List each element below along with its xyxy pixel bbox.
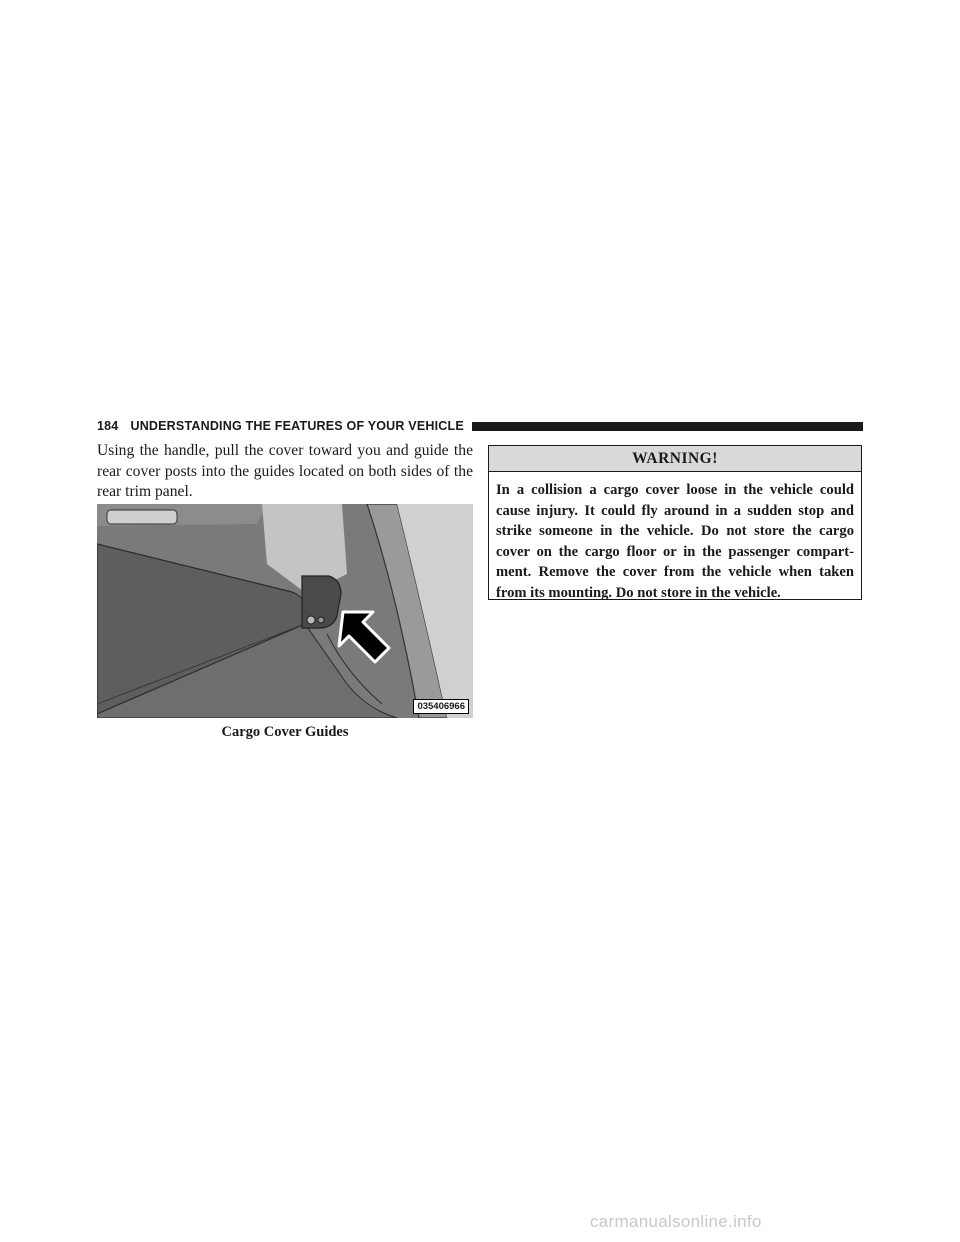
page-header	[97, 418, 863, 434]
page-number: 184	[97, 419, 119, 433]
warning-box	[488, 445, 862, 600]
warning-title: WARNING!	[489, 446, 861, 472]
header-rule	[472, 422, 863, 431]
watermark: carmanualsonline.info	[590, 1212, 762, 1231]
figure-caption: Cargo Cover Guides	[221, 724, 349, 740]
body-paragraph: Using the handle, pull the cover toward you and guide the rear cover posts into the guides located on both sides of the rear trim panel.	[97, 442, 473, 500]
section-title: UNDERSTANDING THE FEATURES OF YOUR VEHICLE	[130, 419, 464, 433]
cargo-cover-figure	[97, 504, 473, 718]
cargo-cover-illustration	[97, 504, 473, 718]
warning-text: In a collision a cargo cover loose in the vehicle could cause injury. It could fly around in a sudden stop and strike someone in the vehicle. Do not store the cargo cover on the cargo floor or in the passenger compart-ment. Remove the cover from the vehicle when taken from its mounting. Do not store in the vehicle.	[496, 482, 854, 601]
figure-code: 035406966	[413, 699, 469, 714]
